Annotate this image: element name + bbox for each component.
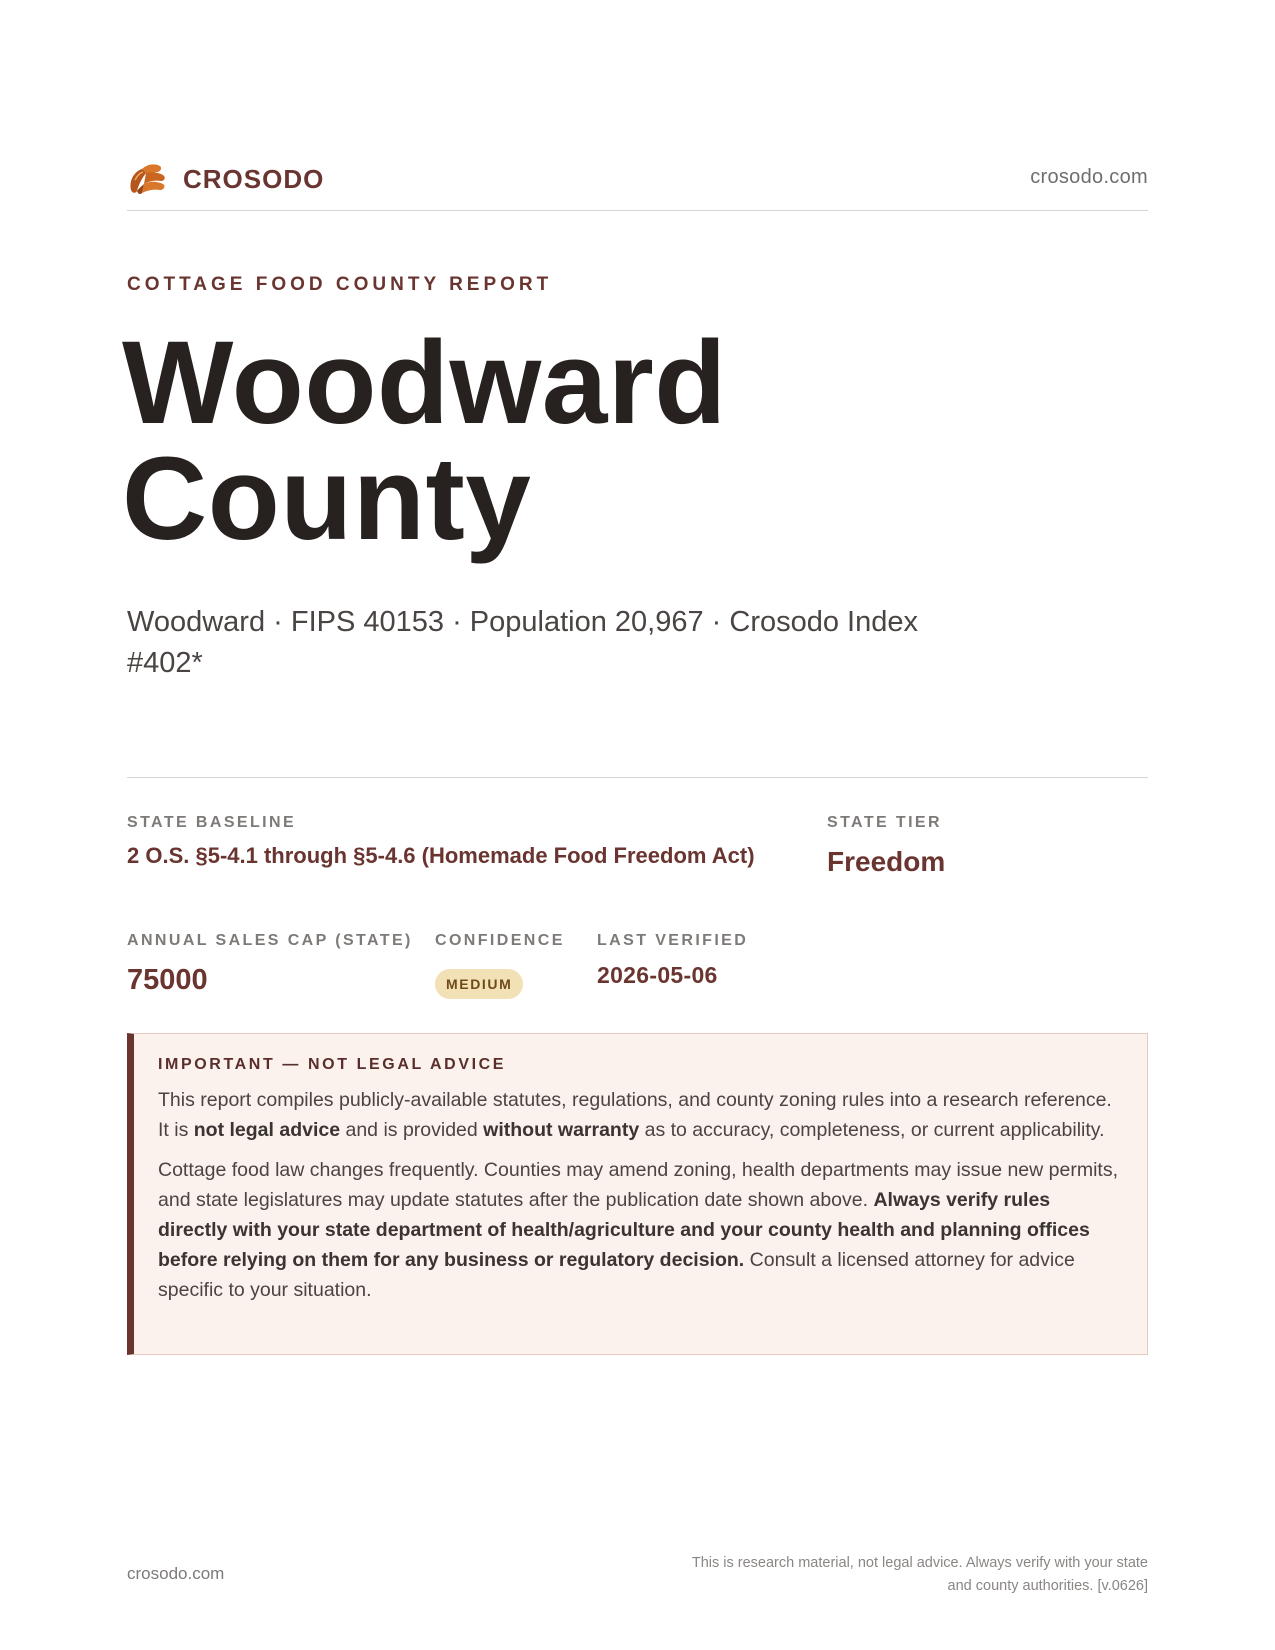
county-subtitle: Woodward · FIPS 40153 · Population 20,967 · Crosodo Index #402* — [127, 606, 918, 679]
brand[interactable] — [127, 160, 324, 198]
notice-heading: IMPORTANT — NOT LEGAL ADVICE — [158, 1056, 507, 1073]
brand-name: CROSODO — [183, 164, 325, 194]
page-title — [122, 317, 1122, 565]
emphasis-not-legal-advice: not legal advice — [193, 1119, 341, 1141]
state-baseline-value: 2 O.S. §5-4.1 through §5-4.6 (Homemade Food Freedom Act) — [127, 843, 755, 868]
state-tier-value: Freedom — [827, 846, 946, 877]
state-baseline-label: STATE BASELINE — [127, 814, 297, 831]
emphasis-verify-rules: Always verify rules directly with your state department of health/agriculture and your county health and planning offices before relying on them for any business or regulatory decision. — [158, 1189, 1090, 1271]
site-url[interactable]: crosodo.com — [1030, 166, 1148, 188]
confidence-label: CONFIDENCE — [435, 932, 565, 949]
footer-disclaimer-line-1: This is research material, not legal advice. Always verify with your state — [691, 1555, 1148, 1571]
footer-disclaimer — [608, 1552, 1148, 1598]
footer-site-url[interactable]: crosodo.com — [127, 1564, 225, 1583]
confidence-badge: MEDIUM — [435, 969, 523, 999]
emphasis-without-warranty: without warranty — [483, 1119, 640, 1141]
state-tier-label: STATE TIER — [827, 814, 942, 831]
croissant-icon — [127, 160, 169, 198]
legal-notice — [127, 1033, 1148, 1355]
footer-disclaimer-line-2: and county authorities. [v.0626] — [947, 1578, 1148, 1594]
sales-cap-value: 75000 — [127, 964, 208, 996]
title-line-2: County — [122, 433, 532, 565]
notice-paragraph-1: This report compiles publicly-available statutes, regulations, and county zoning rules into a research reference. It is not legal advice and is provided without warranty as to accuracy, completeness, or current applicability. — [158, 1089, 1112, 1141]
report-eyebrow: COTTAGE FOOD COUNTY REPORT — [127, 274, 553, 295]
last-verified-label: LAST VERIFIED — [597, 932, 749, 949]
section-divider — [127, 777, 1148, 778]
page-header — [127, 160, 1148, 211]
sales-cap-label: ANNUAL SALES CAP (STATE) — [127, 932, 413, 949]
title-line-1: Woodward — [122, 317, 727, 449]
last-verified-value: 2026-05-06 — [597, 962, 718, 988]
notice-paragraph-2: Cottage food law changes frequently. Counties may amend zoning, health departments may issue new permits, and state legislatures may update statutes after the publication date shown above. Always verify rules directly with your state department of health/agriculture and your county health and planning offices before relying on them for any business or regulatory decision. Consult a licensed attorney for advice specific to your situation. — [158, 1159, 1118, 1301]
